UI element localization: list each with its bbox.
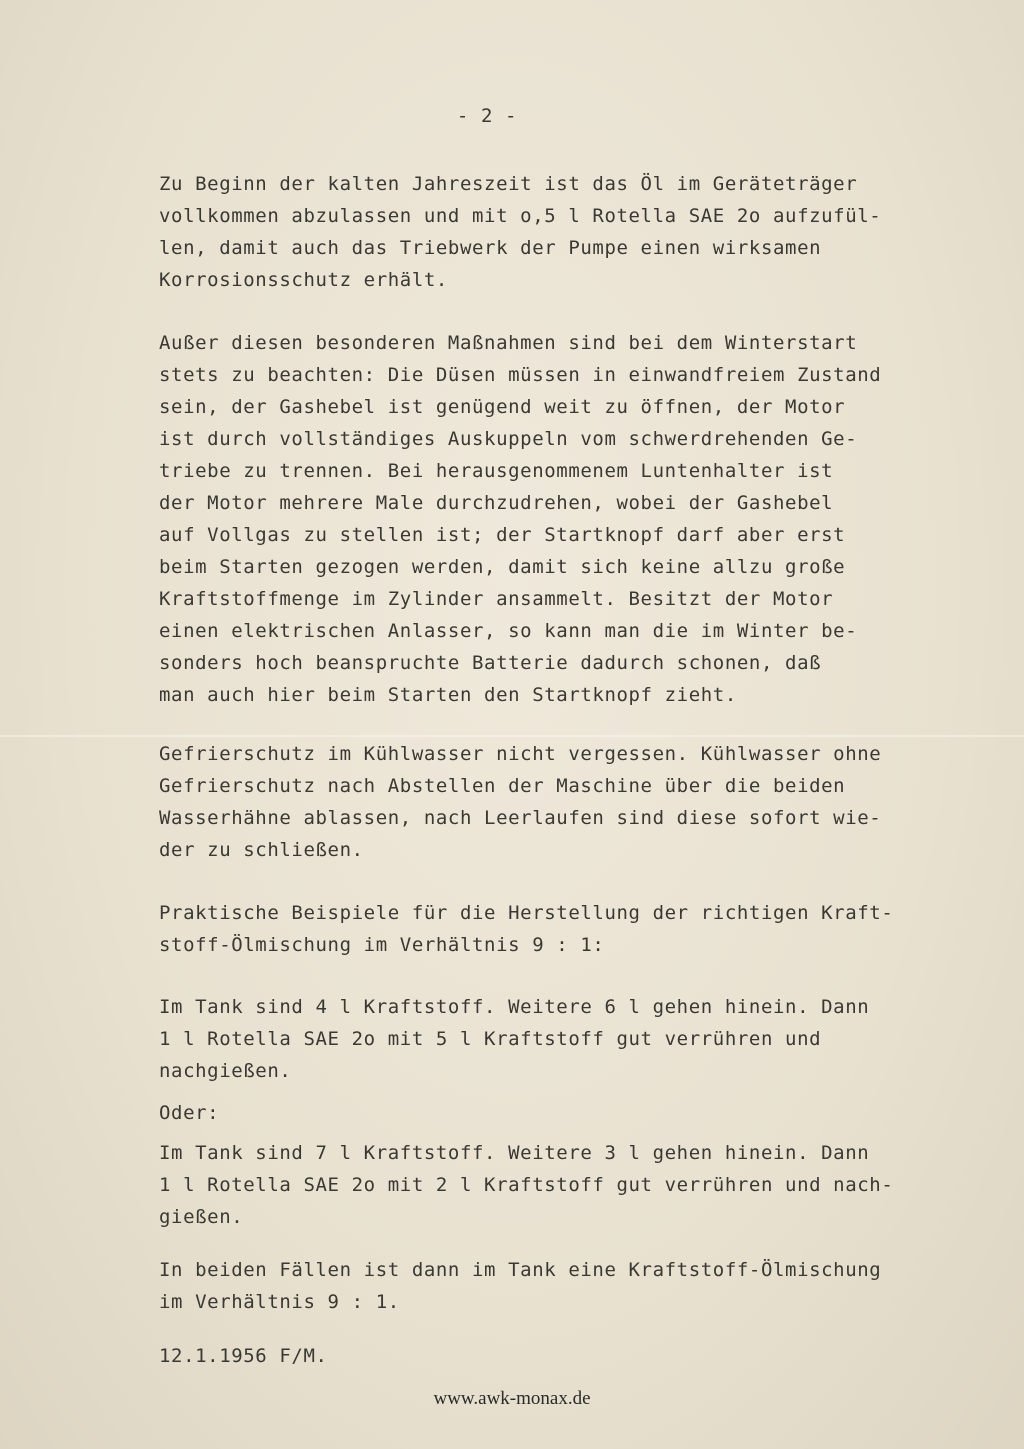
text-line: Im Tank sind 4 l Kraftstoff. Weitere 6 l gehen hinein. Dann <box>159 996 870 1018</box>
text-line: 1 l Rotella SAE 2o mit 2 l Kraftstoff gut verrühren und nach- <box>159 1174 894 1196</box>
paragraph-oil-drain <box>159 168 959 296</box>
text-line: gießen. <box>159 1206 244 1228</box>
text-line: sein, der Gashebel ist genügend weit zu öffnen, der Motor <box>159 396 846 418</box>
paragraph-antifreeze <box>159 738 959 866</box>
text-line: stets zu beachten: Die Düsen müssen in einwandfreiem Zustand <box>159 364 882 386</box>
text-line: Kraftstoffmenge im Zylinder ansammelt. Besitzt der Motor <box>159 588 834 610</box>
text-line: Im Tank sind 7 l Kraftstoff. Weitere 3 l gehen hinein. Dann <box>159 1142 870 1164</box>
date-signature <box>159 1340 959 1372</box>
text-line: im Verhältnis 9 : 1. <box>159 1291 400 1313</box>
text-line: 1 l Rotella SAE 2o mit 5 l Kraftstoff gut verrühren und <box>159 1028 822 1050</box>
paragraph-example-1 <box>159 991 959 1087</box>
text-line: vollkommen abzulassen und mit o,5 l Rotella SAE 2o aufzufül- <box>159 205 882 227</box>
paragraph-example-2 <box>159 1137 959 1233</box>
paper-fold <box>0 735 1024 737</box>
paragraph-examples-intro <box>159 897 959 961</box>
paragraph-conclusion <box>159 1254 959 1318</box>
text-line: Zu Beginn der kalten Jahreszeit ist das Öl im Geräteträger <box>159 173 858 195</box>
text-line: auf Vollgas zu stellen ist; der Startknopf darf aber erst <box>159 524 846 546</box>
watermark-url: www.awk-monax.de <box>433 1388 591 1409</box>
text-line: ist durch vollständiges Auskuppeln vom schwerdrehenden Ge- <box>159 428 858 450</box>
paragraph-oder <box>159 1097 959 1129</box>
text-line: nachgießen. <box>159 1060 292 1082</box>
text-line: Gefrierschutz nach Abstellen der Maschine über die beiden <box>159 775 846 797</box>
text-line: Außer diesen besonderen Maßnahmen sind bei dem Winterstart <box>159 332 858 354</box>
page-number: - 2 - <box>456 105 518 127</box>
text-line: Gefrierschutz im Kühlwasser nicht vergessen. Kühlwasser ohne <box>159 743 882 765</box>
text-line: Korrosionsschutz erhält. <box>159 269 448 291</box>
text-line: der zu schließen. <box>159 839 364 861</box>
text-line: beim Starten gezogen werden, damit sich keine allzu große <box>159 556 846 578</box>
text-line: triebe zu trennen. Bei herausgenommenem Luntenhalter ist <box>159 460 834 482</box>
text-line: man auch hier beim Starten den Startknopf zieht. <box>159 684 737 706</box>
text-line: Praktische Beispiele für die Herstellung der richtigen Kraft- <box>159 902 894 924</box>
text-line: sonders hoch beanspruchte Batterie dadurch schonen, daß <box>159 652 822 674</box>
text-line: stoff-Ölmischung im Verhältnis 9 : 1: <box>159 934 605 956</box>
text-line: der Motor mehrere Male durchzudrehen, wobei der Gashebel <box>159 492 834 514</box>
text-line: 12.1.1956 F/M. <box>159 1345 328 1367</box>
text-line: einen elektrischen Anlasser, so kann man die im Winter be- <box>159 620 858 642</box>
text-line: Wasserhähne ablassen, nach Leerlaufen sind diese sofort wie- <box>159 807 882 829</box>
text-line: len, damit auch das Triebwerk der Pumpe einen wirksamen <box>159 237 822 259</box>
paragraph-winter-start <box>159 327 959 711</box>
text-line: In beiden Fällen ist dann im Tank eine Kraftstoff-Ölmischung <box>159 1259 882 1281</box>
text-line: Oder: <box>159 1102 220 1124</box>
